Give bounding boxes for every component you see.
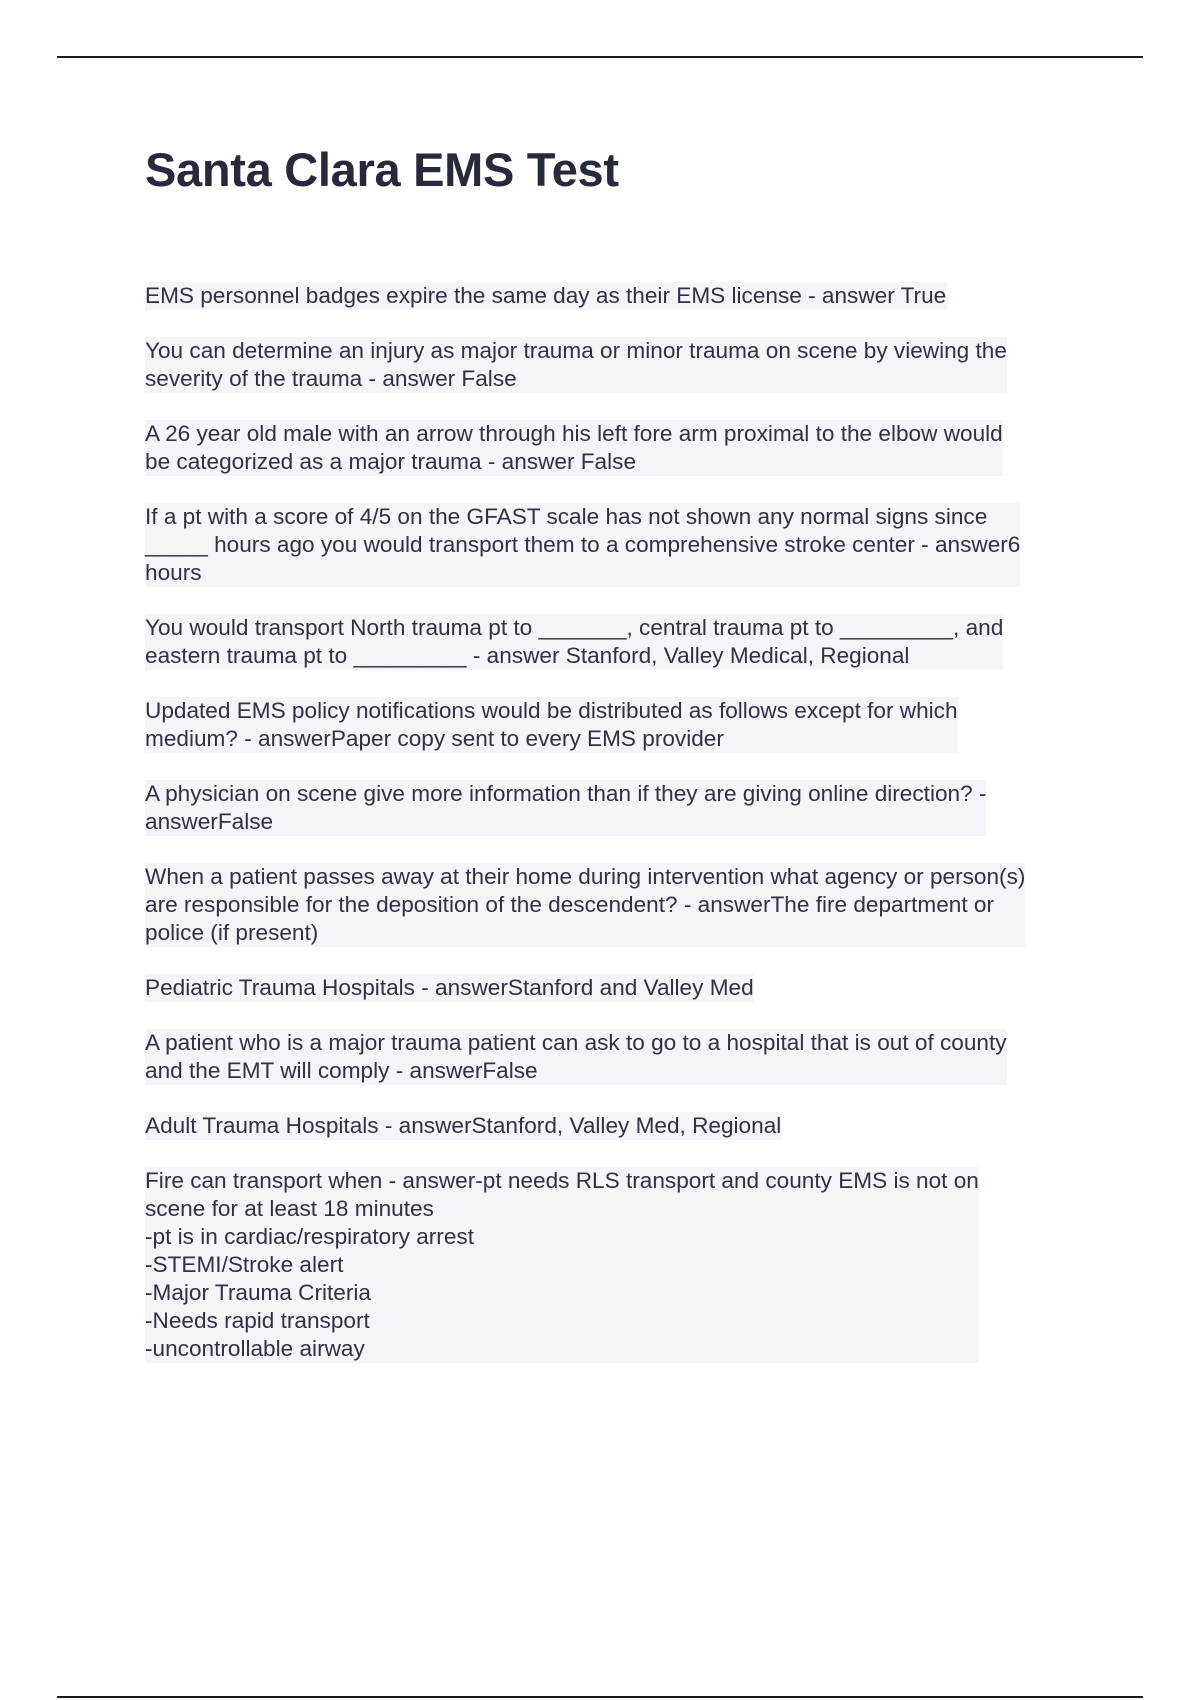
qa-item: When a patient passes away at their home during intervention what agency or person(s) are responsible for the deposition of the descendent? - answerThe fire department or police (if present) (145, 864, 1026, 945)
qa-item: Pediatric Trauma Hospitals - answerStanford and Valley Med (145, 975, 754, 1000)
top-rule (57, 56, 1143, 58)
qa-item: If a pt with a score of 4/5 on the GFAST scale has not shown any normal signs since _____ hours ago you would transport them to a comprehensive stroke center - answer6 hours (145, 504, 1021, 585)
qa-item: You can determine an injury as major trauma or minor trauma on scene by viewing the severity of the trauma - answer False (145, 338, 1007, 391)
qa-list (145, 282, 1095, 1390)
qa-item: Adult Trauma Hospitals - answerStanford, Valley Med, Regional (145, 1113, 782, 1138)
qa-item: A 26 year old male with an arrow through his left fore arm proximal to the elbow would be categorized as a major trauma - answer False (145, 421, 1003, 474)
qa-item: Fire can transport when - answer-pt needs RLS transport and county EMS is not on scene for at least 18 minutes -pt is in cardiac/respiratory arrest -STEMI/Stroke alert -Major Trauma Criteria -Needs rapid transport -uncontrollable airway (145, 1168, 979, 1361)
qa-item: Updated EMS policy notifications would be distributed as follows except for which medium? - answerPaper copy sent to every EMS provider (145, 698, 958, 751)
bottom-rule (57, 1696, 1143, 1698)
qa-item: A physician on scene give more information than if they are giving online direction? - answerFalse (145, 781, 987, 834)
qa-item: A patient who is a major trauma patient can ask to go to a hospital that is out of county and the EMT will comply - answerFalse (145, 1030, 1007, 1083)
document-title: Santa Clara EMS Test (145, 143, 619, 196)
qa-item: You would transport North trauma pt to _______, central trauma pt to _________, and eastern trauma pt to _________ - answer Stanford, Valley Medical, Regional (145, 615, 1004, 668)
qa-item: EMS personnel badges expire the same day as their EMS license - answer True (145, 283, 947, 308)
